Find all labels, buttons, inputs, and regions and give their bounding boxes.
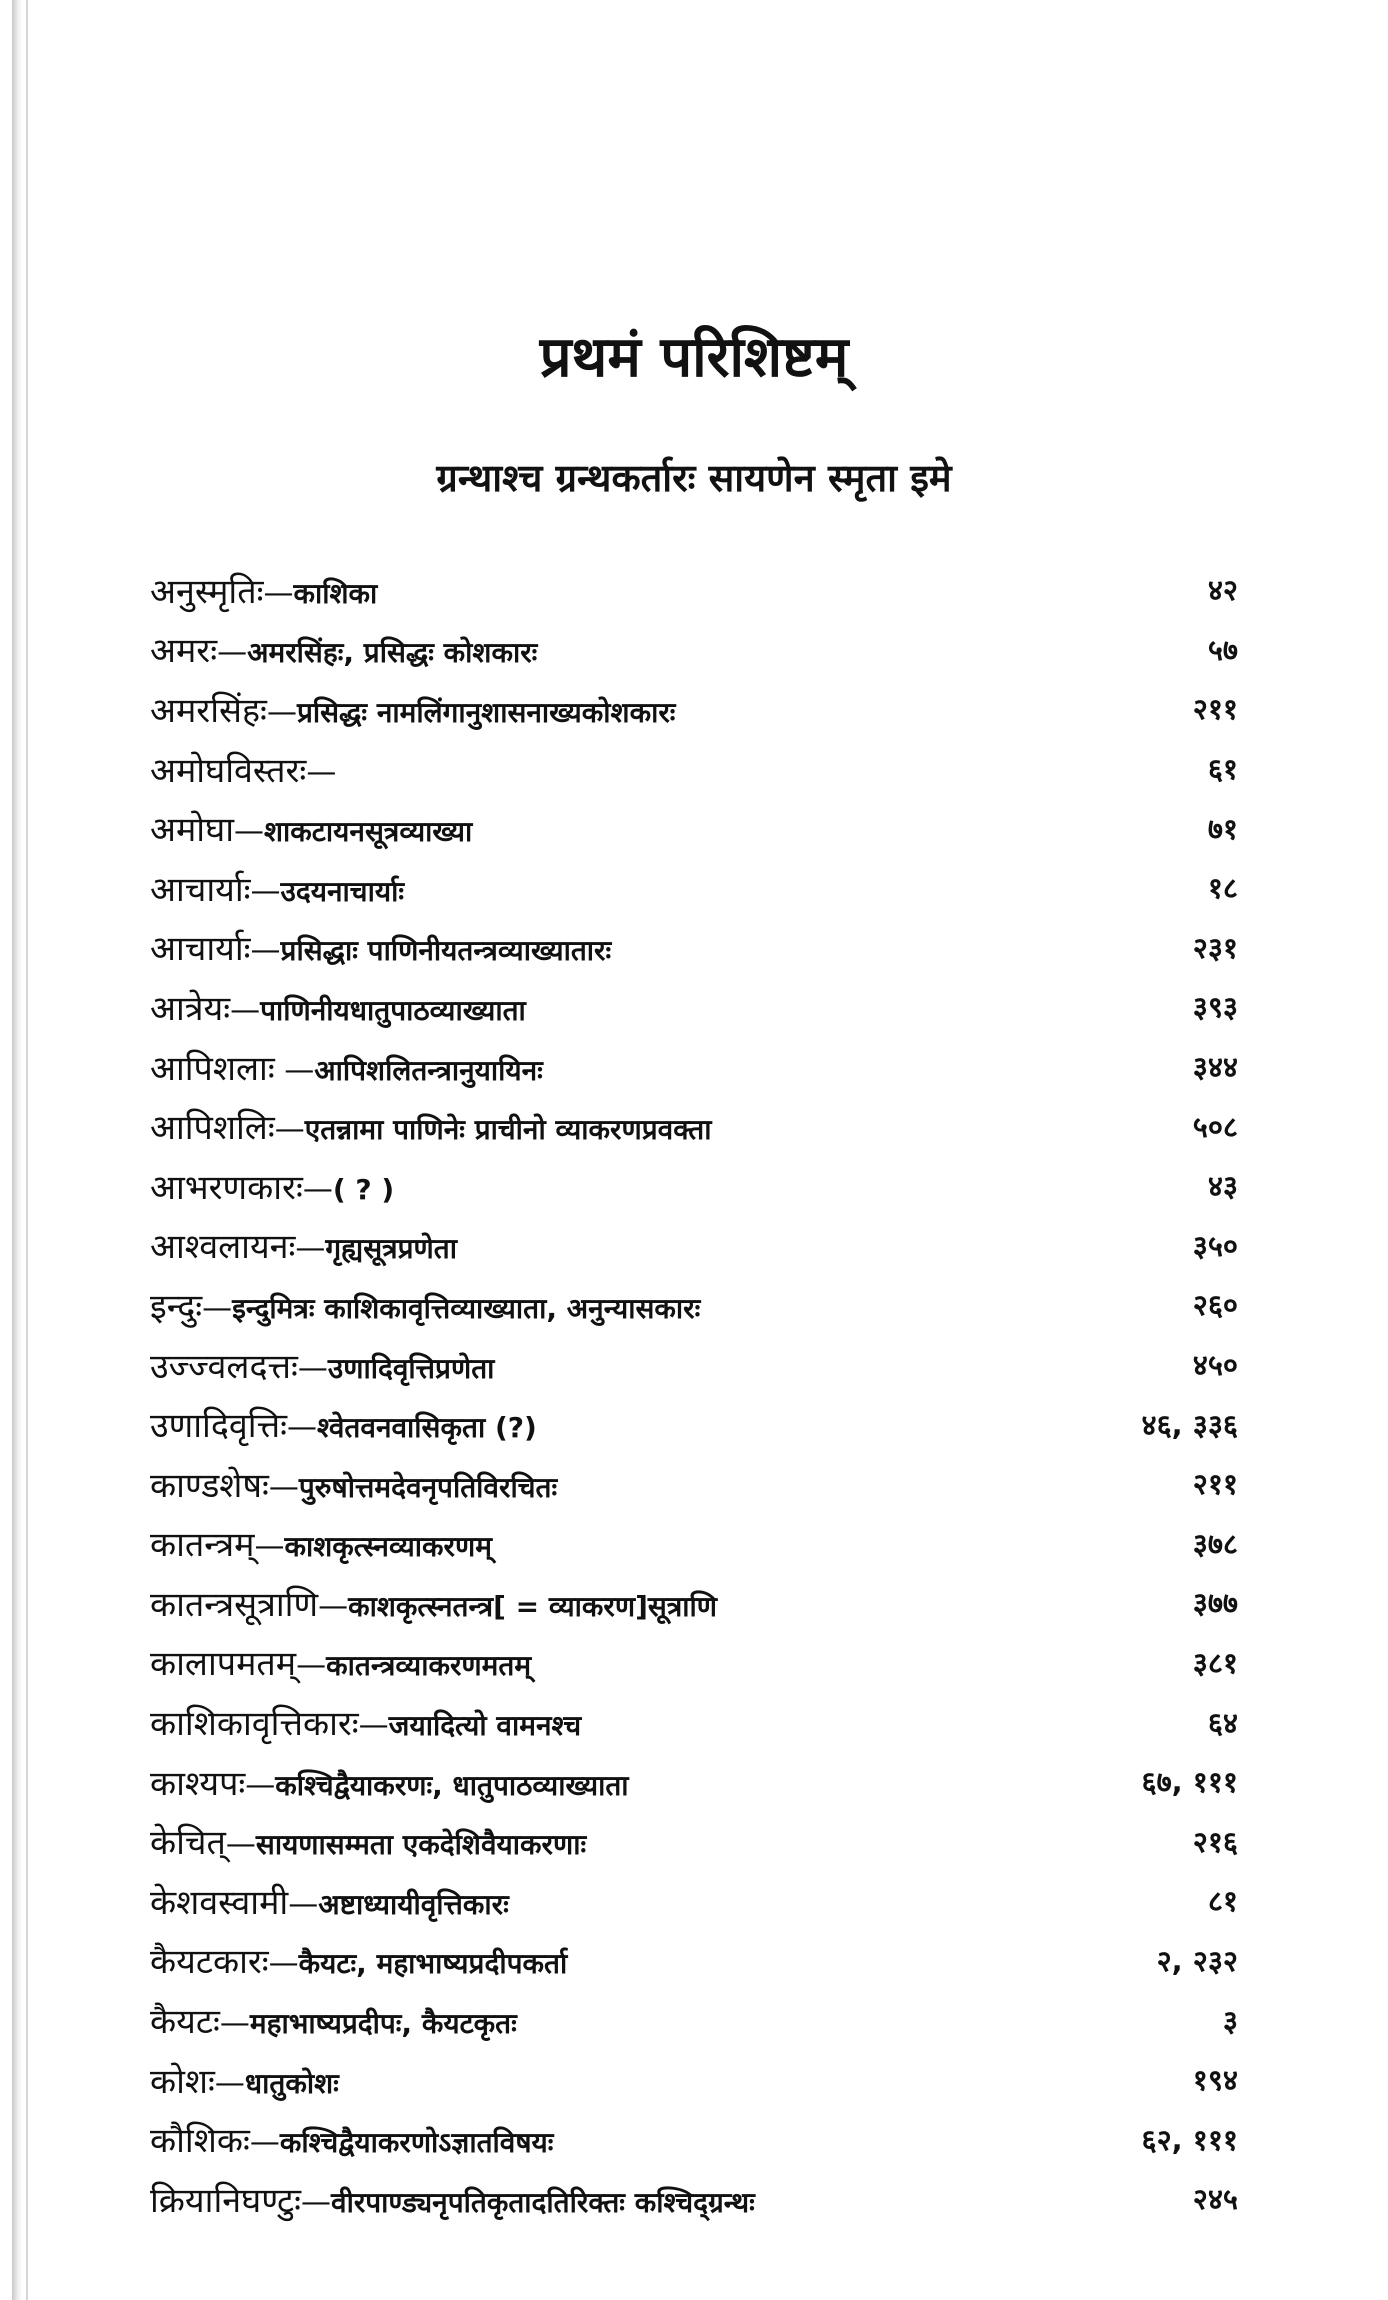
entry-head: आचार्याः: [150, 929, 251, 970]
index-entry: [150, 977, 1238, 1037]
entry-description: पुरुषोत्तमदेवनृपतिविरचितः: [298, 1470, 558, 1504]
entry-dash: —: [274, 1052, 315, 1088]
entry-text: [150, 865, 404, 911]
entry-description: काशिका: [293, 576, 378, 610]
index-entry: [150, 2169, 1238, 2229]
entry-description: कश्चिद्वैयाकरणोऽज्ञातविषयः: [279, 2126, 554, 2160]
entry-page-number: ३७८: [1192, 1526, 1238, 1561]
index-entry: [150, 2050, 1238, 2110]
entry-text: [150, 1103, 711, 1149]
entry-dash: —: [266, 694, 297, 730]
entry-dash: —: [225, 1827, 256, 1863]
index-entry: [150, 560, 1238, 620]
entry-dash: —: [217, 635, 248, 671]
entry-text: [150, 1639, 531, 1685]
entry-page-number: ३९३: [1192, 990, 1238, 1025]
entry-dash: —: [302, 1171, 333, 1207]
index-entry: [150, 739, 1238, 799]
entry-head: उणादिवृत्तिः: [150, 1406, 287, 1447]
index-entry: [150, 620, 1238, 680]
index-entry: [150, 1514, 1238, 1574]
entry-text: [150, 1401, 537, 1447]
entry-page-number: ४५०: [1192, 1348, 1238, 1383]
entry-page-number: २, २३२: [1156, 1943, 1238, 1978]
index-entry: [150, 1811, 1238, 1871]
entry-page-number: ३४४: [1192, 1050, 1238, 1085]
entry-head: उज्ज्वलदत्तः: [150, 1346, 298, 1387]
index-entry: [150, 1990, 1238, 2050]
entry-text: [150, 1699, 581, 1745]
entry-page-number: ६४: [1207, 1705, 1238, 1740]
entry-text: [150, 686, 675, 732]
index-entry: [150, 1931, 1238, 1991]
entry-head: केचित्: [150, 1823, 226, 1864]
entry-text: [150, 1163, 394, 1209]
entry-dash: —: [301, 2184, 331, 2220]
index-entry: [150, 1692, 1238, 1752]
index-entry: [150, 858, 1238, 918]
entry-page-number: ३८१: [1192, 1645, 1238, 1680]
entry-page-number: २३१: [1192, 930, 1238, 965]
entry-page-number: ६७, १११: [1141, 1765, 1238, 1800]
entry-dash: —: [214, 2065, 245, 2101]
entry-text: [150, 1580, 717, 1626]
entry-head: अनुस्मृतिः: [150, 571, 264, 612]
index-entry: [150, 1871, 1238, 1931]
entry-head: कोशः: [150, 2061, 215, 2102]
entry-dash: —: [234, 814, 265, 850]
entry-text: [150, 1342, 494, 1388]
page-subtitle: ग्रन्थाश्च ग्रन्थकर्तारः सायणेन स्मृता इमे: [436, 456, 952, 500]
entry-description: ( ? ): [332, 1172, 395, 1206]
entry-description: वीरपाण्ड्यनृपतिकृतादतिरिक्तः कश्चिद्ग्रन्थः: [331, 2185, 755, 2219]
entry-dash: —: [288, 1886, 319, 1922]
entry-text: [150, 1997, 517, 2043]
entry-description: एतन्नामा पाणिनेः प्राचीनो व्याकरणप्रवक्ता: [304, 1113, 712, 1147]
entry-head: कैयटकारः: [150, 1942, 269, 1983]
entry-description: कैयटः, महाभाष्यप्रदीपकर्ता: [298, 1947, 568, 1981]
entry-dash: —: [250, 873, 281, 909]
entry-head: अमोघा: [150, 810, 235, 851]
entry-page-number: ३५०: [1192, 1228, 1238, 1263]
entry-description: कश्चिद्वैयाकरणः, धातुपाठव्याख्याता: [275, 1768, 629, 1802]
entry-page-number: ६१: [1207, 752, 1238, 787]
entry-page-number: ८१: [1207, 1884, 1238, 1919]
entry-description: श्वेतवनवासिकृता (?): [316, 1411, 537, 1445]
entry-page-number: ३: [1222, 2003, 1238, 2038]
entry-dash: —: [297, 1350, 328, 1386]
entry-text: [150, 2057, 339, 2103]
entry-page-number: ५०८: [1192, 1109, 1238, 1144]
index-entry: [150, 1454, 1238, 1514]
entry-description: अष्टाध्यायीवृत्तिकारः: [318, 1887, 509, 1921]
entry-page-number: २६०: [1192, 1288, 1238, 1323]
index-entry: [150, 1096, 1238, 1156]
entry-head: काण्डशेषः: [150, 1465, 269, 1506]
entry-head: काश्यपः: [150, 1763, 246, 1804]
entry-dash: —: [306, 754, 337, 790]
entry-page-number: २१६: [1192, 1824, 1238, 1859]
entry-head: आत्रेयः: [150, 988, 231, 1029]
entry-head: कातन्त्रसूत्राणि: [150, 1584, 319, 1625]
entry-text: [150, 1520, 492, 1566]
entry-dash: —: [254, 1529, 285, 1565]
entry-text: [150, 2116, 553, 2162]
entry-text: [150, 984, 526, 1030]
entry-dash: —: [274, 1112, 305, 1148]
entry-head: कैयटः: [150, 2002, 220, 2043]
index-entry: [150, 1216, 1238, 1276]
index-entry: [150, 2109, 1238, 2169]
entry-page-number: २११: [1192, 1467, 1238, 1502]
entry-head: अमरसिंहः: [150, 690, 267, 731]
entry-page-number: ४२: [1207, 573, 1238, 608]
entry-text: [150, 805, 472, 851]
entry-page-number: १९४: [1192, 2063, 1238, 2098]
entry-description: अमरसिंहः, प्रसिद्धः कोशकारः: [247, 636, 538, 670]
index-entry-list: [150, 560, 1238, 2229]
entry-head: इन्दुः: [150, 1286, 203, 1327]
index-entry: [150, 918, 1238, 978]
index-entry: [150, 1335, 1238, 1395]
entry-page-number: ७१: [1207, 811, 1238, 846]
entry-dash: —: [268, 1469, 299, 1505]
entry-dash: —: [296, 1648, 327, 1684]
entry-dash: —: [295, 1231, 326, 1267]
page-title: प्रथमं परिशिष्टम्: [539, 325, 849, 390]
entry-description: उणादिवृत्तिप्रणेता: [327, 1351, 495, 1385]
entry-head: क्रियानिघण्टुः: [150, 2180, 301, 2221]
entry-description: पाणिनीयधातुपाठव्याख्याता: [260, 993, 526, 1027]
entry-description: इन्दुमित्रः काशिकावृत्तिव्याख्याता, अनुन्यासकारः: [232, 1291, 701, 1325]
entry-head: आपिशलाः: [150, 1048, 275, 1089]
entry-text: [150, 746, 336, 792]
entry-text: [150, 1044, 543, 1090]
index-entry: [150, 798, 1238, 858]
entry-page-number: ६२, १११: [1141, 2122, 1238, 2157]
index-entry: [150, 1156, 1238, 1216]
entry-head: आश्वलायनः: [150, 1227, 296, 1268]
entry-page-number: ४६, ३३६: [1141, 1407, 1238, 1442]
entry-text: [150, 567, 377, 613]
entry-description: कातन्त्रव्याकरणमतम्: [326, 1649, 532, 1683]
entry-dash: —: [230, 992, 261, 1028]
entry-dash: —: [263, 575, 294, 611]
entry-page-number: ४३: [1207, 1169, 1238, 1204]
entry-dash: —: [202, 1290, 233, 1326]
entry-description: प्रसिद्धाः पाणिनीयतन्त्रव्याख्यातारः: [280, 934, 612, 968]
entry-head: केशवस्वामी: [150, 1882, 289, 1923]
entry-description: धातुकोशः: [244, 2066, 339, 2100]
entry-head: काशिकावृत्तिकारः: [150, 1704, 359, 1745]
entry-description: काशकृत्स्नतन्त्र[ = व्याकरण]सूत्राणि: [348, 1589, 718, 1623]
index-entry: [150, 1037, 1238, 1097]
entry-dash: —: [268, 1946, 299, 1982]
entry-head: आभरणकारः: [150, 1167, 303, 1208]
index-entry: [150, 1752, 1238, 1812]
entry-text: [150, 1759, 629, 1805]
index-entry: [150, 1573, 1238, 1633]
entry-description: गृह्यसूत्रप्रणेता: [325, 1232, 457, 1266]
entry-head: अमोघविस्तरः: [150, 750, 307, 791]
index-entry: [150, 1633, 1238, 1693]
entry-dash: —: [219, 2006, 250, 2042]
entry-text: [150, 1461, 557, 1507]
entry-dash: —: [358, 1708, 389, 1744]
entry-text: [150, 626, 537, 672]
entry-text: [150, 1937, 567, 1983]
entry-text: [150, 1222, 457, 1268]
entry-description: शाकटायनसूत्रव्याख्या: [264, 815, 473, 849]
entry-description: उदयनाचार्याः: [280, 874, 404, 908]
entry-description: महाभाष्यप्रदीपः, कैयटकृतः: [249, 2007, 517, 2041]
entry-head: कौशिकः: [150, 2121, 250, 2162]
index-entry: [150, 679, 1238, 739]
entry-dash: —: [245, 1767, 276, 1803]
entry-dash: —: [286, 1410, 317, 1446]
entry-text: [150, 1818, 586, 1864]
entry-description: सायणासम्मता एकदेशिवैयाकरणाः: [255, 1828, 587, 1862]
entry-page-number: १८: [1207, 871, 1238, 906]
entry-text: [150, 1282, 700, 1328]
entry-text: [150, 924, 611, 970]
entry-description: काशकृत्स्नव्याकरणम्: [284, 1530, 492, 1564]
entry-dash: —: [250, 933, 281, 969]
entry-dash: —: [318, 1588, 349, 1624]
entry-description: प्रसिद्धः नामलिंगानुशासनाख्यकोशकारः: [296, 695, 676, 729]
entry-head: कातन्त्रम्: [150, 1525, 255, 1566]
entry-text: [150, 1878, 509, 1924]
entry-text: [150, 2176, 755, 2222]
entry-page-number: २११: [1192, 692, 1238, 727]
entry-head: कालापमतम्: [150, 1644, 297, 1685]
entry-page-number: ३७७: [1192, 1586, 1238, 1621]
entry-description: जयादित्यो वामनश्च: [388, 1709, 582, 1743]
entry-page-number: २४५: [1192, 2182, 1238, 2217]
entry-description: आपिशलितन्त्रानुयायिनः: [314, 1053, 543, 1087]
index-entry: [150, 1275, 1238, 1335]
index-entry: [150, 1394, 1238, 1454]
entry-head: अमरः: [150, 631, 218, 672]
entry-page-number: ५७: [1207, 632, 1238, 667]
entry-head: आचार्याः: [150, 869, 251, 910]
entry-dash: —: [249, 2125, 280, 2161]
entry-head: आपिशलिः: [150, 1108, 275, 1149]
